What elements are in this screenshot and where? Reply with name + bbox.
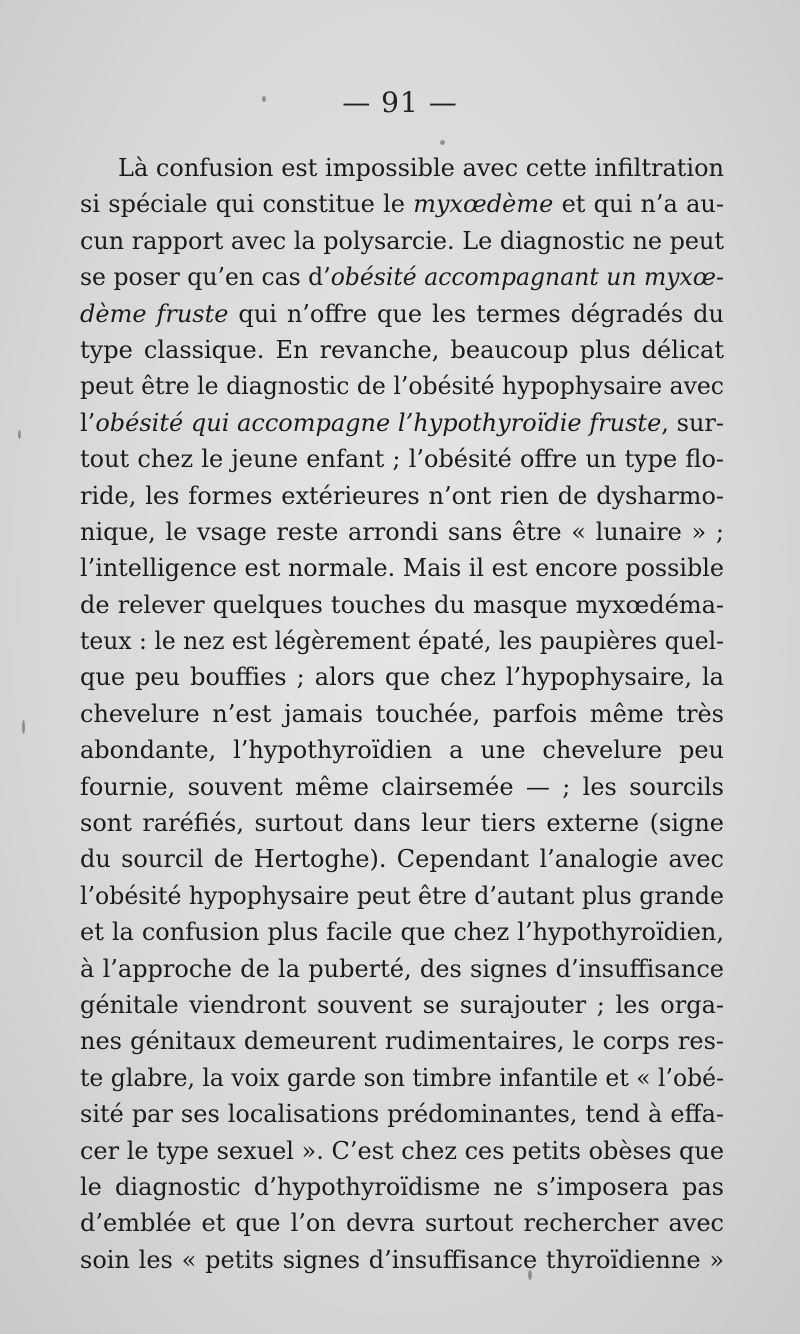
text-line	[80, 841, 724, 877]
text-segment: si spéciale qui constitue le	[80, 190, 414, 219]
text-line	[80, 1205, 724, 1241]
text-segment: type classique. En revanche, beaucoup plus délicat	[80, 335, 724, 364]
text-line	[80, 878, 724, 914]
text-segment: abondante, l’hypothyroïdien a une chevelure peu	[80, 736, 724, 765]
text-segment: , sur-	[661, 408, 724, 437]
text-line	[80, 1096, 724, 1132]
text-segment: se poser qu’en cas d’	[80, 263, 331, 292]
text-segment: fournie, souvent même clairsemée — ; les sourcils	[80, 772, 724, 801]
text-segment: chevelure n’est jamais touchée, parfois même très	[80, 699, 724, 728]
paper-speck	[18, 430, 21, 439]
text-line	[80, 732, 724, 768]
text-segment: d’emblée et que l’on devra surtout rechercher avec	[80, 1209, 724, 1238]
text-line	[80, 914, 724, 950]
text-segment: génitale viendront souvent se surajouter ; les orga-	[80, 990, 724, 1019]
text-line	[80, 223, 724, 259]
text-segment: teux : le nez est légèrement épaté, les paupières quel-	[80, 627, 725, 656]
text-line	[80, 186, 724, 222]
text-line	[80, 296, 724, 332]
text-segment: à l’approche de la puberté, des signes d’insuffisance	[80, 954, 724, 983]
text-segment: sont raréfiés, surtout dans leur tiers externe (signe	[80, 809, 724, 838]
page-number: — 91 —	[342, 86, 458, 119]
text-segment: l’intelligence est normale. Mais il est encore possible	[80, 554, 725, 583]
italic-text: obésité accompagnant un myxœ-	[330, 263, 724, 292]
text-segment: Là confusion est impossible avec cette infiltration	[118, 154, 724, 182]
text-segment: l’obésité hypophysaire peut être d’autant plus grande	[80, 881, 724, 910]
text-line	[80, 405, 724, 441]
text-line	[80, 514, 724, 550]
text-line	[80, 587, 724, 623]
text-line	[80, 623, 724, 659]
text-line	[80, 550, 724, 586]
text-segment: te glabre, la voix garde son timbre infantile et « l’obé-	[80, 1063, 725, 1092]
text-line	[80, 1242, 724, 1278]
text-segment: sité par ses localisations prédominantes, tend à effa-	[80, 1100, 724, 1129]
paper-speck	[22, 720, 25, 734]
text-line	[80, 150, 724, 186]
text-segment: soin les « petits signes d’insuffisance thyroïdienne »	[80, 1245, 724, 1274]
text-segment: nique, le vsage reste arrondi sans être « lunaire » ;	[80, 517, 724, 546]
text-line	[80, 259, 724, 295]
text-segment: cun rapport avec la polysarcie. Le diagnostic ne peut	[80, 226, 724, 255]
text-segment: l’	[80, 408, 96, 437]
text-line	[80, 1133, 724, 1169]
text-segment: peut être le diagnostic de l’obésité hypophysaire avec	[80, 372, 724, 401]
italic-text: dème fruste	[80, 299, 229, 328]
text-segment: cer le type sexuel ». C’est chez ces petits obèses que	[80, 1136, 725, 1165]
text-line	[80, 368, 724, 404]
text-line	[80, 696, 724, 732]
text-segment: le diagnostic d’hypothyroïdisme ne s’imposera pas	[80, 1172, 724, 1201]
text-segment: ride, les formes extérieures n’ont rien de dysharmo-	[80, 481, 724, 510]
text-segment: et qui n’a au-	[553, 190, 724, 219]
text-line	[80, 987, 724, 1023]
text-segment: tout chez le jeune enfant ; l’obésité offre un type flo-	[80, 445, 724, 474]
paper-speck	[440, 140, 445, 145]
italic-text: obésité qui accompagne l’hypothyroïdie fruste	[95, 408, 662, 437]
text-line	[80, 332, 724, 368]
text-segment: de relever quelques touches du masque myxœdéma-	[80, 590, 724, 619]
text-segment: et la confusion plus facile que chez l’hypothyroïdien,	[80, 918, 724, 947]
text-line	[80, 659, 724, 695]
body-paragraph	[80, 150, 724, 1278]
text-segment: nes génitaux demeurent rudimentaires, le corps res-	[80, 1027, 724, 1056]
text-line	[80, 1060, 724, 1096]
text-line	[80, 1023, 724, 1059]
text-segment: du sourcil de Hertoghe). Cependant l’analogie avec	[80, 845, 724, 874]
text-segment: que peu bouffies ; alors que chez l’hypophysaire, la	[80, 663, 724, 692]
text-line	[80, 441, 724, 477]
text-line	[80, 1169, 724, 1205]
text-segment: qui n’offre que les termes dégradés du	[228, 299, 725, 328]
italic-text: myxœdème	[413, 190, 554, 219]
text-line	[80, 951, 724, 987]
text-line	[80, 805, 724, 841]
text-line	[80, 478, 724, 514]
text-line	[80, 769, 724, 805]
